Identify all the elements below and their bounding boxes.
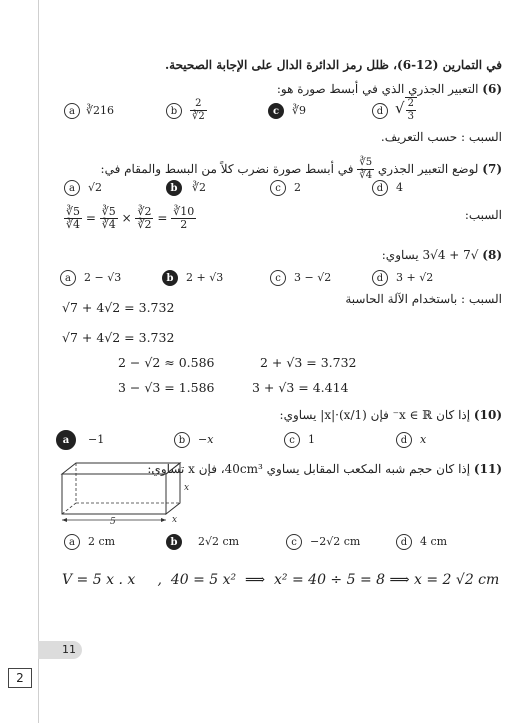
q8-reason: السبب : باستخدام الآلة الحاسبة [345, 292, 502, 306]
q6-option-a[interactable]: a [64, 103, 80, 119]
q7-option-c-text: 2 [294, 181, 301, 194]
q8-option-a-text: 2 − √3 [84, 271, 122, 284]
q8-option-d-text: 3 + √2 [396, 271, 434, 284]
q6-option-c-selected[interactable]: c [268, 103, 284, 119]
q8-work-line-4: 2 + √3 = 3.732 [260, 355, 357, 370]
page-number: 11 [62, 643, 76, 656]
q10-question: (10) إذا كان x ∈ ℝ⁻ فإن (1/x)·|x| يساوي: [279, 408, 502, 422]
q7-option-c[interactable]: c [270, 180, 286, 196]
q11-option-c[interactable]: c [286, 534, 302, 550]
q8-work-line-5: 3 − √3 = 1.586 [118, 380, 215, 395]
q11-option-d[interactable]: d [396, 534, 412, 550]
q6-option-d[interactable]: d [372, 103, 388, 119]
q11-option-b-text: 2√2 cm [198, 535, 240, 548]
q8-option-b-selected[interactable]: b [162, 270, 178, 286]
q7-option-d[interactable]: d [372, 180, 388, 196]
cuboid-length-label: 5 [110, 517, 116, 526]
q7-option-b-selected[interactable]: b [166, 180, 182, 196]
q8-work-line-6: 3 + √3 = 4.414 [252, 380, 349, 395]
q11-option-a[interactable]: a [64, 534, 80, 550]
q10-option-d-text: x [420, 433, 427, 446]
q8-option-b-text: 2 + √3 [186, 271, 224, 284]
q7-option-a[interactable]: a [64, 180, 80, 196]
q10-option-a-selected[interactable]: a [56, 430, 76, 450]
q6-reason: السبب : حسب التعريف. [380, 130, 502, 144]
q10-option-c[interactable]: c [284, 432, 300, 448]
q6-option-c-text: ∛9 [292, 104, 307, 117]
cuboid-height-label: x [184, 483, 190, 493]
q10-option-b-text: −x [198, 433, 214, 446]
q11-question: (11) إذا كان حجم شبه المكعب المقابل يساوي 40cm³، فإن x تساوي: [147, 462, 502, 476]
q11-option-d-text: 4 cm [420, 535, 448, 548]
q10-option-d[interactable]: d [396, 432, 412, 448]
q8-work-line-2: √7 + 4√2 = 3.732 [62, 330, 175, 345]
q7-option-a-text: √2 [88, 181, 103, 194]
q7-reason-label: السبب: [464, 208, 502, 222]
q11-option-c-text: −2√2 cm [310, 535, 361, 548]
q8-work-line-1: √7 + 4√2 = 3.732 [62, 300, 175, 315]
q11-option-a-text: 2 cm [88, 535, 116, 548]
q6-option-a-text: ∛216 [86, 104, 115, 117]
q6-option-b[interactable]: b [166, 103, 182, 119]
q7-option-b-text: ∛2 [192, 181, 207, 194]
cuboid-depth-label: x [172, 515, 178, 525]
instruction-heading: في التمارين (12-6)، ظلل رمز الدائرة الدال على الإجابة الصحيحة. [164, 58, 502, 72]
cuboid-figure [60, 460, 200, 526]
q10-option-c-text: 1 [308, 433, 315, 446]
q6-question: (6) التعبير الجذري الذي في أبسط صورة هو: [276, 82, 502, 96]
q7-question: (7) لوضع التعبير الجذري $\frac{∛5}{∛4}$ في أبسط صورة نضرب كلاً من البسط والمقام في: [100, 157, 502, 181]
q8-option-a[interactable]: a [60, 270, 76, 286]
page-margin-line [38, 0, 39, 723]
q8-option-d[interactable]: d [372, 270, 388, 286]
q6-option-d-text: √ $\frac{2}{3}$ [395, 97, 417, 123]
q11-solution: V = 5 x . x , 40 = 5 x² ⟹ x² = 40 ÷ 5 = 8 ⟹ x = 2 √2 cm [62, 572, 500, 588]
q10-option-b[interactable]: b [174, 432, 190, 448]
q6-option-b-text: $\frac{2}{∛2}$ [192, 98, 205, 122]
q7-option-d-text: 4 [396, 181, 403, 194]
q8-option-c[interactable]: c [270, 270, 286, 286]
q8-question: (8) √7 + 4√3 يساوي: [381, 248, 502, 262]
q10-option-a-text: −1 [88, 433, 105, 446]
q7-working: $\frac{∛5}{∛4}$ = $\frac{∛5}{∛4}$ × $\frac{∛2}{∛2}$ = $\frac{∛10}{2}$ [66, 205, 195, 231]
side-page-marker: 2 [8, 668, 32, 688]
q11-option-b-selected[interactable]: b [166, 534, 182, 550]
q8-work-line-3: 2 − √2 ≈ 0.586 [118, 355, 215, 370]
q8-option-c-text: 3 − √2 [294, 271, 332, 284]
